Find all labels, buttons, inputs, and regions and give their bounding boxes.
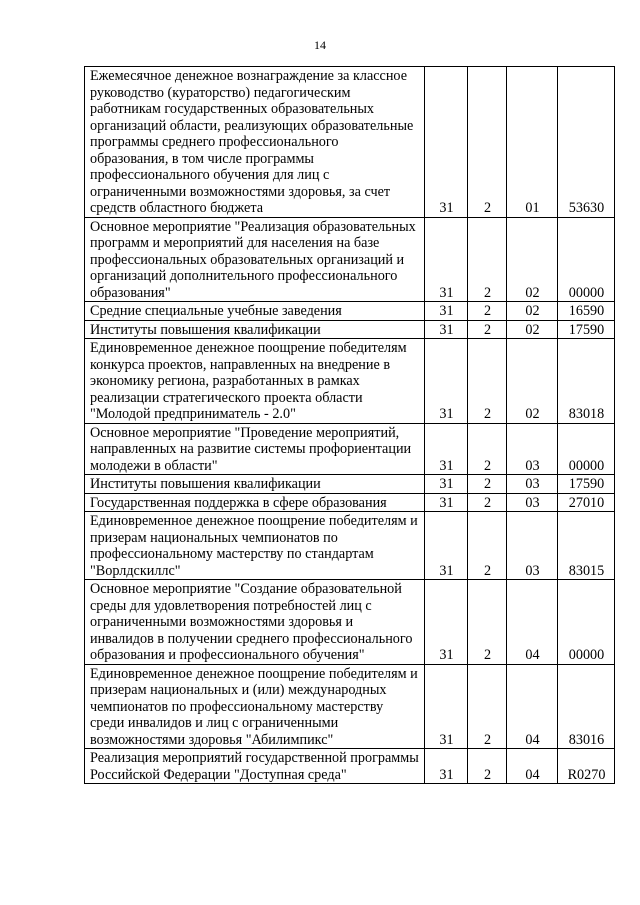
table-row	[85, 493, 615, 512]
row-code-2: 2	[468, 423, 507, 475]
row-code-1: 31	[425, 749, 468, 784]
row-name: Единовременное денежное поощрение победителям и призерам национальных чемпионатов по профессиональному мастерству по стандартам "Ворлдскиллс"	[85, 512, 425, 580]
page-number: 14	[314, 38, 326, 52]
row-name: Основное мероприятие "Создание образовательной среды для удовлетворения потребностей лиц с ограниченными возможностями здоровья и инвалидов в получении среднего профессионального образования и профессионального обучения"	[85, 580, 425, 665]
row-code-1: 31	[425, 664, 468, 749]
row-name: Единовременное денежное поощрение победителям и призерам национальных и (или) международных чемпионатов по профессиональному мастерству среди инвалидов и лиц с ограниченными возможностями здоровья "Абилимпикс"	[85, 664, 425, 749]
row-name: Основное мероприятие "Реализация образовательных программ и мероприятий для населения на базе профессиональных образовательных организаций и организаций дополнительного профессионального образования"	[85, 217, 425, 302]
row-code-2: 2	[468, 493, 507, 512]
row-code-2: 2	[468, 749, 507, 784]
table-row	[85, 423, 615, 475]
row-code-4: 17590	[558, 475, 615, 494]
row-name: Средние специальные учебные заведения	[85, 302, 425, 321]
row-code-3: 04	[507, 580, 558, 665]
row-code-4: 00000	[558, 580, 615, 665]
row-code-3: 03	[507, 493, 558, 512]
row-code-2: 2	[468, 302, 507, 321]
budget-classification-table	[84, 66, 615, 784]
table-row	[85, 339, 615, 424]
table-row	[85, 749, 615, 784]
row-code-1: 31	[425, 512, 468, 580]
row-code-2: 2	[468, 217, 507, 302]
row-code-2: 2	[468, 664, 507, 749]
row-code-3: 01	[507, 67, 558, 218]
row-code-3: 02	[507, 320, 558, 339]
table-row	[85, 475, 615, 494]
table-row	[85, 664, 615, 749]
row-code-3: 03	[507, 423, 558, 475]
row-code-2: 2	[468, 580, 507, 665]
row-code-1: 31	[425, 320, 468, 339]
row-code-3: 02	[507, 339, 558, 424]
row-code-4: 17590	[558, 320, 615, 339]
table-row	[85, 320, 615, 339]
row-name: Единовременное денежное поощрение победителям конкурса проектов, направленных на внедрение в экономику региона, разработанных в рамках реализации стратегического проекта области "Молодой предприниматель - 2.0"	[85, 339, 425, 424]
row-code-2: 2	[468, 512, 507, 580]
row-code-2: 2	[468, 339, 507, 424]
table-row	[85, 512, 615, 580]
row-code-3: 03	[507, 475, 558, 494]
row-name: Государственная поддержка в сфере образования	[85, 493, 425, 512]
row-code-4: 83015	[558, 512, 615, 580]
row-code-1: 31	[425, 475, 468, 494]
row-code-4: 00000	[558, 423, 615, 475]
row-code-3: 03	[507, 512, 558, 580]
row-code-1: 31	[425, 302, 468, 321]
table-row	[85, 67, 615, 218]
row-code-4: 27010	[558, 493, 615, 512]
row-code-1: 31	[425, 339, 468, 424]
row-name: Основное мероприятие "Проведение мероприятий, направленных на развитие системы профориентации молодежи в области"	[85, 423, 425, 475]
row-code-4: 53630	[558, 67, 615, 218]
row-code-2: 2	[468, 475, 507, 494]
row-code-3: 02	[507, 302, 558, 321]
row-code-3: 02	[507, 217, 558, 302]
row-code-3: 04	[507, 749, 558, 784]
table-row	[85, 302, 615, 321]
row-code-1: 31	[425, 423, 468, 475]
table-row	[85, 580, 615, 665]
row-name: Институты повышения квалификации	[85, 475, 425, 494]
row-code-4: 83018	[558, 339, 615, 424]
row-code-4: 83016	[558, 664, 615, 749]
row-code-1: 31	[425, 580, 468, 665]
row-code-4: 16590	[558, 302, 615, 321]
row-code-1: 31	[425, 217, 468, 302]
table-row	[85, 217, 615, 302]
row-code-3: 04	[507, 664, 558, 749]
row-code-4: R0270	[558, 749, 615, 784]
row-code-4: 00000	[558, 217, 615, 302]
row-name: Реализация мероприятий государственной программы Российской Федерации "Доступная среда"	[85, 749, 425, 784]
row-code-2: 2	[468, 67, 507, 218]
row-name: Институты повышения квалификации	[85, 320, 425, 339]
row-code-1: 31	[425, 493, 468, 512]
row-code-2: 2	[468, 320, 507, 339]
row-name: Ежемесячное денежное вознаграждение за классное руководство (кураторство) педагогическим работникам государственных образовательных организаций области, реализующих образовательные программы среднего профессионального образования, в том числе программы профессионального обучения для лиц с ограниченными возможностями здоровья, за счет средств областного бюджета	[85, 67, 425, 218]
row-code-1: 31	[425, 67, 468, 218]
